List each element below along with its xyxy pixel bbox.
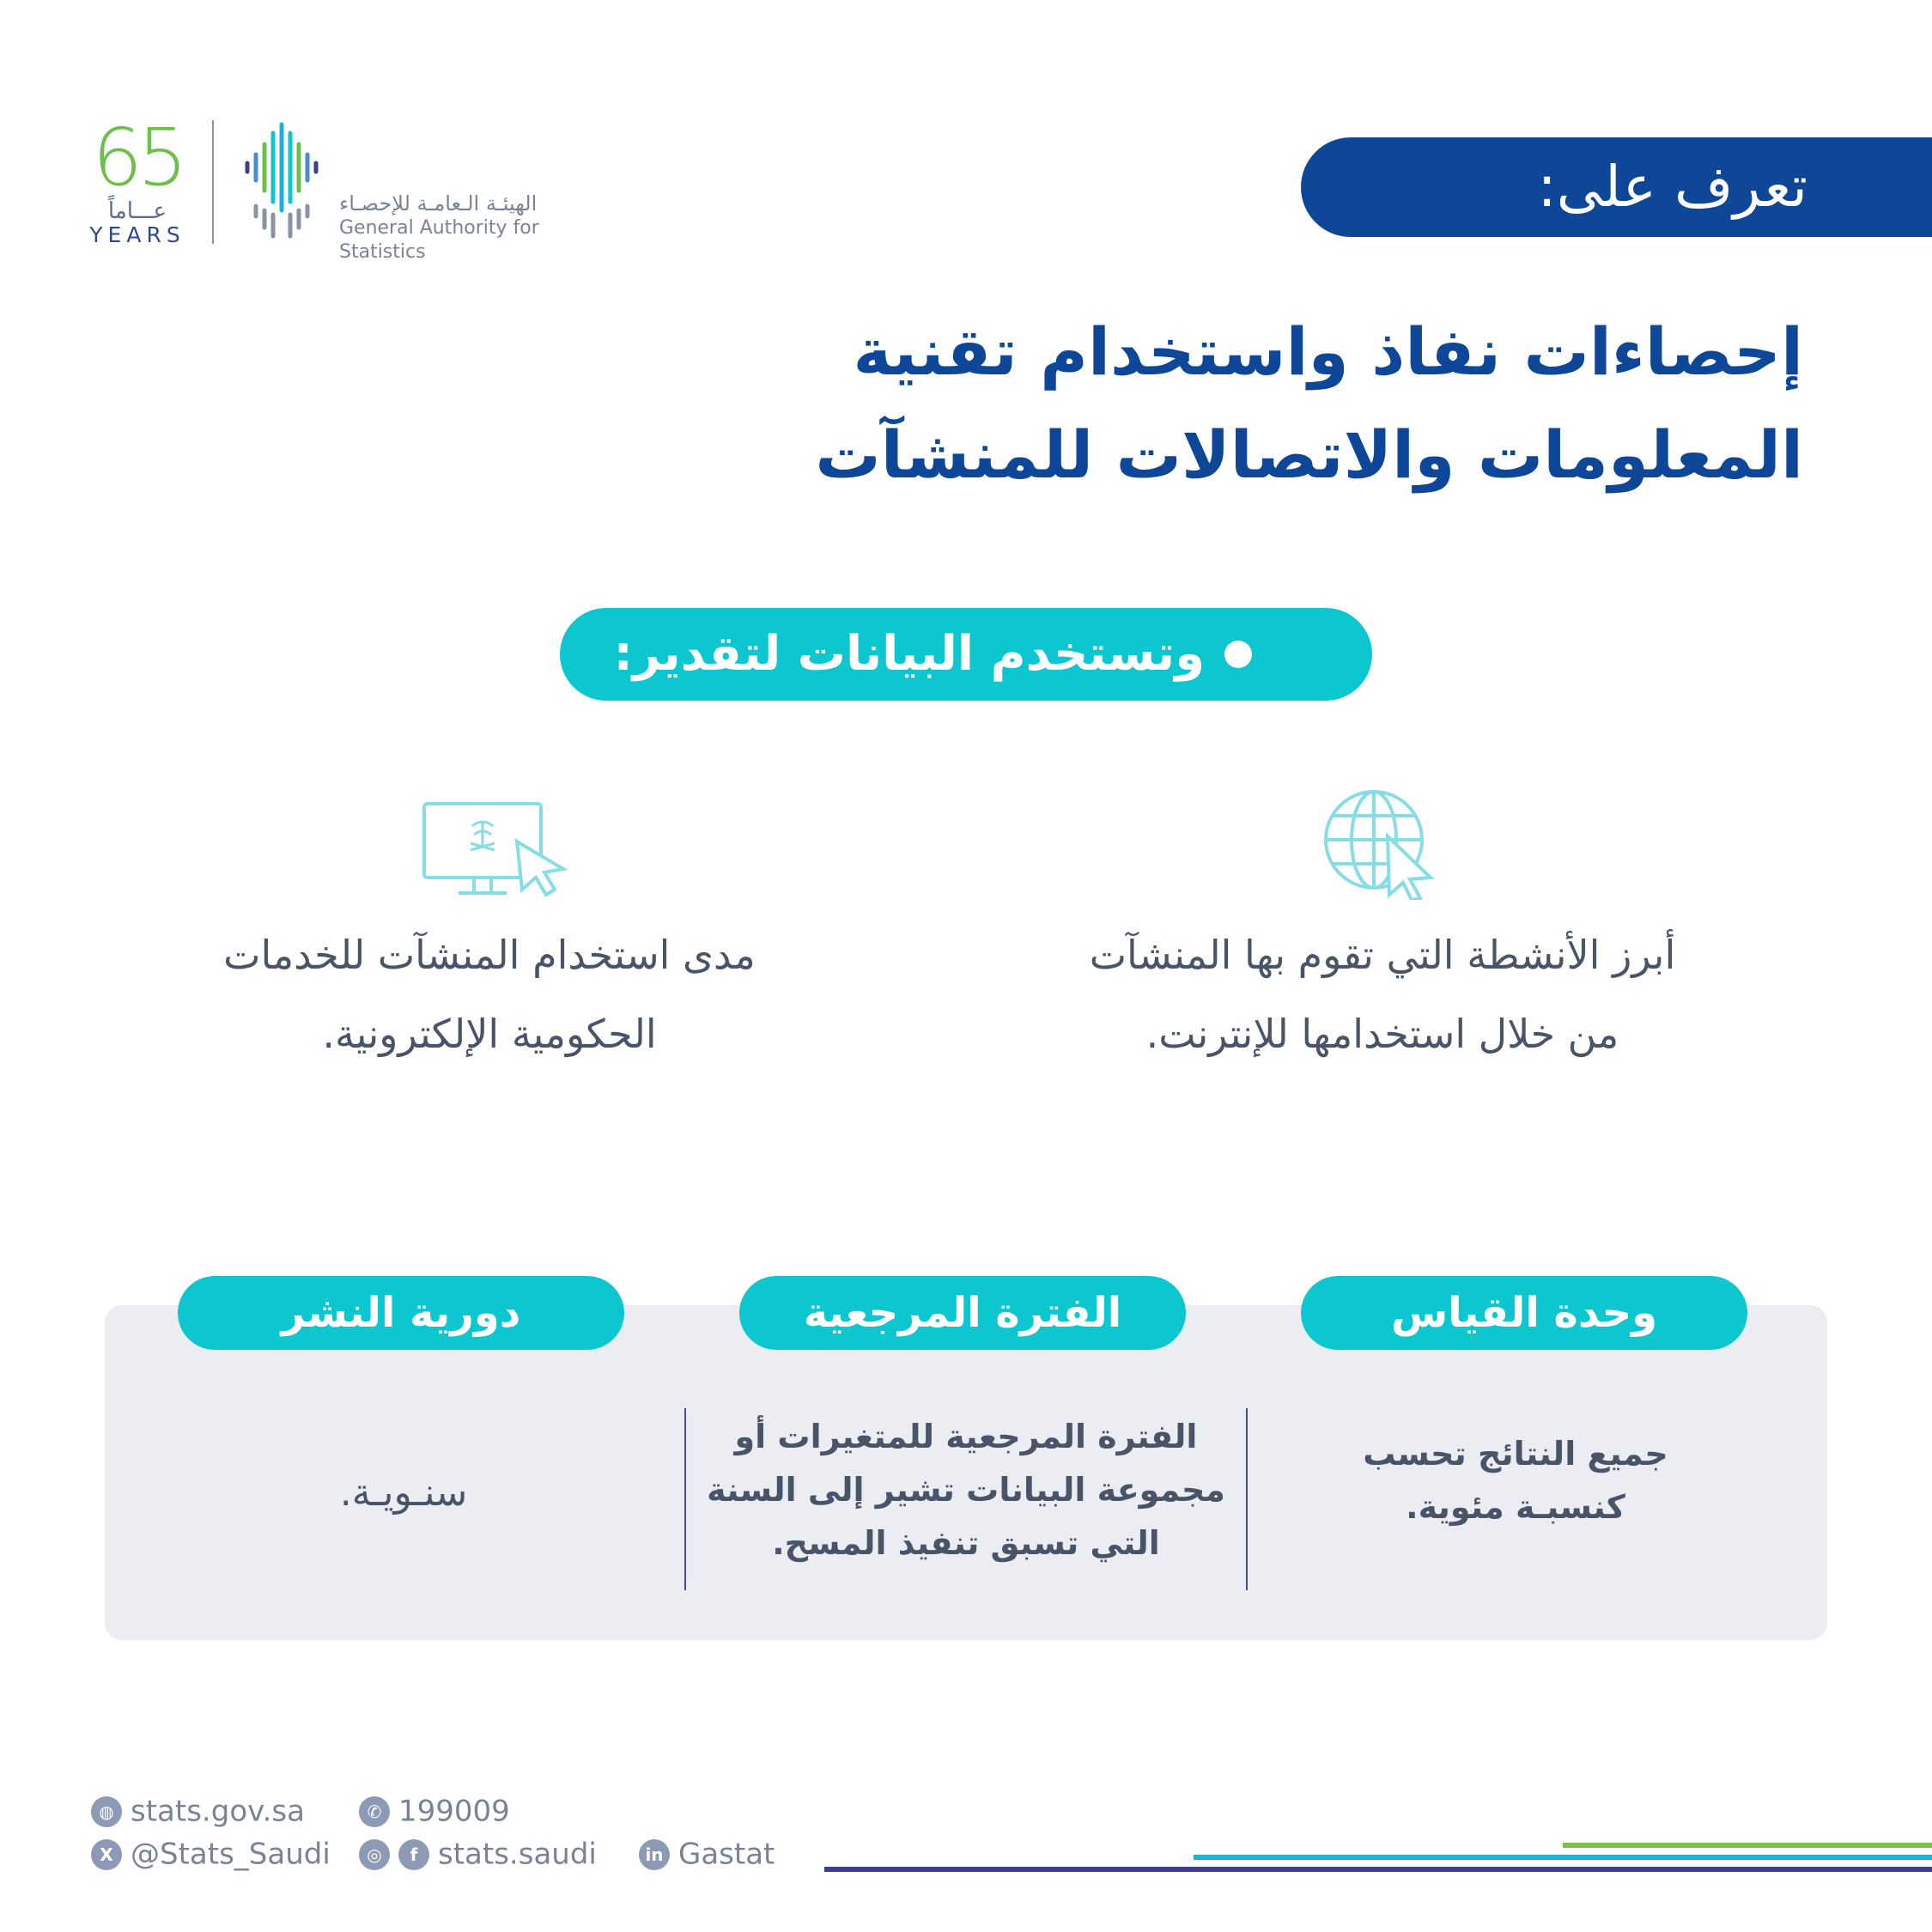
publication-frequency-text [129,1467,678,1520]
footer-instagram-facebook[interactable] [359,1836,597,1872]
decorative-line-cyan [1194,1855,1932,1860]
globe-icon: ◍ [91,1796,122,1827]
anniversary-en-label: YEARS [89,222,185,247]
website-link[interactable]: stats.gov.sa [131,1794,305,1829]
title-line-2: المعلومات والاتصالات للمنشآت [815,416,1803,493]
cell-line: مجموعة البيانات تشير إلى السنة [707,1471,1225,1509]
cell-line: كنسبـة مئوية. [1406,1488,1625,1526]
phone-icon: ✆ [359,1796,390,1827]
anniversary-ar-label: عـــاماً [107,198,167,224]
instagram-icon: ◎ [359,1839,390,1870]
gastat-logo-icon [239,120,325,240]
cell-line: الفترة المرجعية للمتغيرات أو [734,1418,1198,1455]
estimate-item-line: من خلال استخدامها للإنترنت. [1145,1011,1619,1057]
social-handle[interactable]: stats.saudi [438,1837,597,1872]
decorative-line-green [1563,1843,1932,1848]
anniversary-logo [86,112,189,247]
estimate-pill [560,608,1372,701]
estimate-item-internet-activities [1039,915,1726,1073]
cell-line: التي تسبق تنفيذ المسح. [772,1524,1160,1562]
footer-x[interactable] [91,1836,331,1872]
estimate-label: وتستخدم البيانات لتقدير: [613,626,1205,682]
gastat-wordmark [339,191,623,264]
phone-number[interactable]: 199009 [398,1794,510,1829]
reference-period-text [691,1410,1241,1570]
cell-line: سنـويـة. [339,1471,468,1515]
measurement-unit-text [1254,1427,1777,1534]
org-name-en: General Authority for Statistics [339,217,539,263]
globe-cursor-icon [1321,788,1436,900]
estimate-item-line: مدى استخدام المنشآت للخدمات [223,932,756,978]
know-label-pill [1301,137,1932,237]
decorative-line-navy [824,1867,1932,1872]
tab-publication-frequency: دورية النشر [178,1276,624,1350]
footer-linkedin[interactable] [639,1836,775,1872]
know-label: تعرف على: [1537,154,1807,220]
estimate-item-line: الحكومية الإلكترونية. [322,1011,657,1057]
estimate-item-line: أبرز الأنشطة التي تقوم بها المنشآت [1089,932,1676,978]
facebook-icon: f [398,1839,429,1870]
cell-line: جميع النتائج تحسب [1363,1435,1668,1473]
column-divider [684,1408,686,1590]
page-title [515,301,1803,507]
x-icon: X [91,1839,122,1870]
org-name-ar: الهيئـة الـعامـة للإحصـاء [339,191,538,216]
anniversary-number: 65 [92,112,183,204]
title-line-1: إحصاءات نفاذ واستخدام تقنية [853,313,1803,390]
footer-phone[interactable] [359,1793,510,1829]
bullet-dot-icon [1224,641,1252,668]
monitor-cursor-icon [421,800,568,900]
column-divider [1246,1408,1248,1590]
estimate-item-egov-services [172,915,807,1073]
logo-divider [212,120,214,244]
linkedin-handle[interactable]: Gastat [678,1837,775,1872]
x-handle[interactable]: @Stats_Saudi [131,1837,331,1872]
linkedin-icon: in [639,1839,670,1870]
footer-website[interactable] [91,1793,305,1829]
tab-measurement-unit: وحدة القياس [1301,1276,1747,1350]
tab-reference-period: الفترة المرجعية [739,1276,1186,1350]
